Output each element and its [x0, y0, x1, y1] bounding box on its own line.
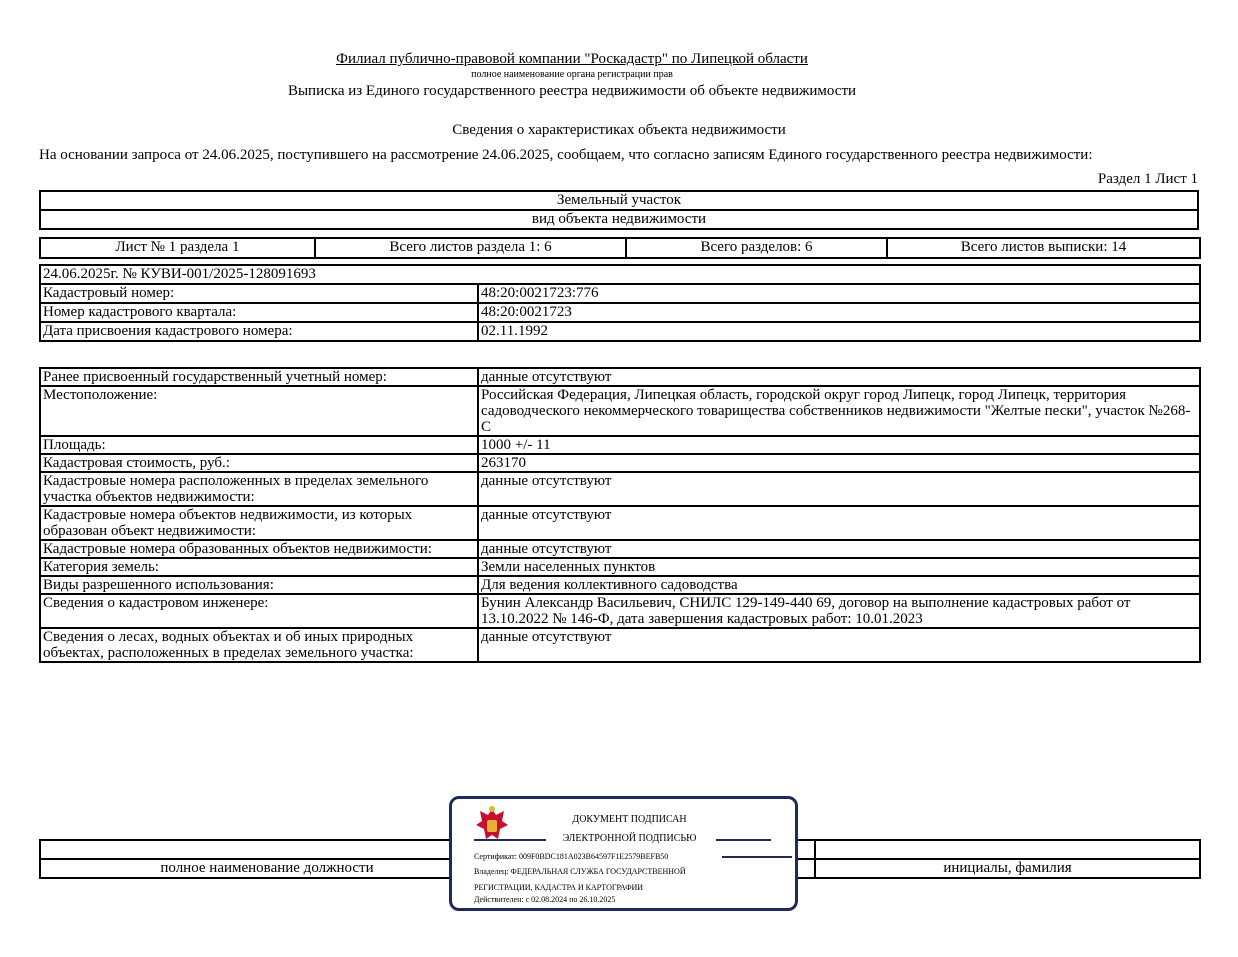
extract-sheets-total: Всего листов выписки: 14 [887, 238, 1200, 258]
row-label: Площадь: [40, 436, 478, 454]
row-value: Бунин Александр Васильевич, СНИЛС 129-149-440 69, договор на выполнение кадастровых работ от 13.10.2022 № 146-Ф, дата завершения кадастровых работ: 10.01.2023 [478, 594, 1200, 628]
row-label: Категория земель: [40, 558, 478, 576]
row-label: Дата присвоения кадастрового номера: [40, 322, 478, 341]
row-value: 263170 [478, 454, 1200, 472]
row-value: Российская Федерация, Липецкая область, городской округ город Липецк, город Липецк, территория садоводческого некоммерческого товарищества собственников недвижимости "Желтые пески", участок №268-С [478, 386, 1200, 436]
organization-name: Филиал публично-правовой компании "Роскадастр" по Липецкой области [336, 51, 808, 67]
sheet-number: Лист № 1 раздела 1 [40, 238, 315, 258]
section-sheet-label: Раздел 1 Лист 1 [1097, 171, 1198, 187]
table-row [40, 472, 1200, 506]
organization-caption: полное наименование органа регистрации прав [471, 69, 673, 80]
row-label: Местоположение: [40, 386, 478, 436]
divider [716, 839, 771, 841]
object-type-table [39, 190, 1199, 230]
details-table [39, 367, 1201, 663]
basis-text: На основании запроса от 24.06.2025, поступившего на рассмотрение 24.06.2025, сообщаем, что согласно записям Единого государственного реестра недвижимости: [39, 147, 1093, 163]
owner-line-2: РЕГИСТРАЦИИ, КАДАСТРА И КАРТОГРАФИИ [474, 883, 644, 892]
row-label: Кадастровые номера объектов недвижимости, из которых образован объект недвижимости: [40, 506, 478, 540]
certificate-number: Сертификат: 009F0BDC181A023B64597F1E2579BEFB50 [474, 852, 669, 861]
section-sheets-total: Всего листов раздела 1: 6 [315, 238, 626, 258]
row-label: Кадастровая стоимость, руб.: [40, 454, 478, 472]
row-label: Сведения о лесах, водных объектах и об иных природных объектах, расположенных в пределах земельного участка: [40, 628, 478, 662]
row-label: Кадастровый номер: [40, 284, 478, 303]
row-value: Земли населенных пунктов [478, 558, 1200, 576]
document-title: Выписка из Единого государственного реестра недвижимости об объекте недвижимости [287, 83, 857, 99]
table-row [40, 594, 1200, 628]
document-number: 24.06.2025г. № КУВИ-001/2025-128091693 [40, 265, 1200, 284]
table-row [40, 454, 1200, 472]
row-label: Кадастровые номера образованных объектов недвижимости: [40, 540, 478, 558]
table-row [40, 628, 1200, 662]
row-value: данные отсутствуют [478, 540, 1200, 558]
row-label: Кадастровые номера расположенных в пределах земельного участка объектов недвижимости: [40, 472, 478, 506]
divider [474, 839, 546, 841]
table-row [40, 322, 1200, 341]
table-row [40, 540, 1200, 558]
table-row [40, 303, 1200, 322]
row-value: 48:20:0021723 [478, 303, 1200, 322]
divider [722, 856, 792, 858]
electronic-signature-stamp [449, 796, 798, 911]
row-label: Сведения о кадастровом инженере: [40, 594, 478, 628]
row-value: данные отсутствуют [478, 506, 1200, 540]
sheet-info-table [39, 237, 1201, 259]
row-value: 1000 +/- 11 [478, 436, 1200, 454]
stamp-line-1: ДОКУМЕНТ ПОДПИСАН [572, 814, 687, 825]
row-label: Виды разрешенного использования: [40, 576, 478, 594]
name-field [815, 840, 1200, 859]
row-value: данные отсутствуют [478, 472, 1200, 506]
row-value: Для ведения коллективного садоводства [478, 576, 1200, 594]
section-title: Сведения о характеристиках объекта недвижимости [452, 122, 786, 138]
row-value: 02.11.1992 [478, 322, 1200, 341]
row-label: Номер кадастрового квартала: [40, 303, 478, 322]
row-label: Ранее присвоенный государственный учетный номер: [40, 368, 478, 386]
object-type: Земельный участок [40, 191, 1198, 210]
sections-total: Всего разделов: 6 [626, 238, 887, 258]
position-caption: полное наименование должности [40, 859, 494, 878]
table-row [40, 558, 1200, 576]
row-value: данные отсутствуют [478, 368, 1200, 386]
object-type-caption: вид объекта недвижимости [40, 210, 1198, 229]
table-row [40, 506, 1200, 540]
table-row [40, 386, 1200, 436]
owner-line-1: Владелец: ФЕДЕРАЛЬНАЯ СЛУЖБА ГОСУДАРСТВЕННОЙ [474, 867, 686, 876]
table-row [40, 368, 1200, 386]
row-value: 48:20:0021723:776 [478, 284, 1200, 303]
name-caption: инициалы, фамилия [815, 859, 1200, 878]
position-field [40, 840, 494, 859]
validity-period: Действителен: с 02.08.2024 по 26.10.2025 [474, 895, 616, 904]
table-row [40, 284, 1200, 303]
main-info-table [39, 264, 1201, 342]
table-row [40, 436, 1200, 454]
stamp-line-2: ЭЛЕКТРОННОЙ ПОДПИСЬЮ [562, 833, 697, 844]
table-row [40, 576, 1200, 594]
row-value: данные отсутствуют [478, 628, 1200, 662]
